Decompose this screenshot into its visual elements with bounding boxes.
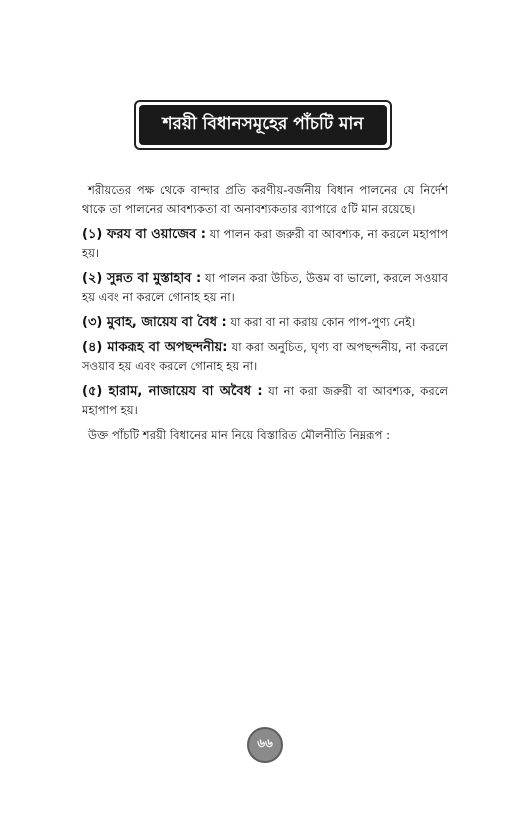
rule-text: যা পালন করা জরুরী বা আবশ্যক, না করলে মহাপাপ হয়। xyxy=(82,227,449,260)
content-body xyxy=(82,181,448,451)
closing-paragraph: উক্ত পাঁচটি শরয়ী বিধানের মান নিয়ে বিস্তারিত মৌলনীতি নিম্নরূপ : xyxy=(88,428,391,442)
rule-label: (৪) মাকরূহ বা অপছন্দনীয়: xyxy=(82,340,228,355)
rule-label: (৫) হারাম, নাজায়েয বা অবৈধ : xyxy=(82,384,263,399)
rule-label: (৩) মুবাহ, জায়েয বা বৈধ : xyxy=(82,315,227,330)
rule-text: যা না করা জরুরী বা আবশ্যক, করলে মহাপাপ হয়। xyxy=(82,384,448,417)
rule-item-3 xyxy=(82,313,448,332)
rule-item-1 xyxy=(82,225,448,263)
rule-item-5 xyxy=(82,382,448,420)
page-number: ৬৬ xyxy=(247,727,283,763)
rule-label: (২) সুন্নত বা মুস্তাহাব : xyxy=(82,271,202,286)
title-frame xyxy=(134,100,392,150)
rule-text: যা করা অনুচিত, ঘৃণ্য বা অপছন্দনীয়, না করলে সওয়াব হয় এবং করলে গোনাহ হয় না। xyxy=(82,340,449,373)
rule-item-2 xyxy=(82,269,448,307)
rule-label: (১) ফরয বা ওয়াজেব : xyxy=(82,227,206,242)
rule-text: যা পালন করা উচিত, উত্তম বা ভালো, করলে সওয়াব হয় এবং না করলে গোনাহ হয় না। xyxy=(82,271,448,304)
intro-paragraph: শরীয়তের পক্ষ থেকে বান্দার প্রতি করণীয়-বর্জনীয় বিধান পালনের যে নির্দেশ থাকে তা পালনের আবশ্যকতা বা অনাবশ্যকতার ব্যাপারে ৫টি মান রয়েছে। xyxy=(82,183,448,216)
rule-item-4 xyxy=(82,338,448,376)
rule-text: যা করা বা না করায় কোন পাপ-পুণ্য নেই। xyxy=(230,315,416,329)
page-title: শরয়ী বিধানসমূহের পাঁচটি মান xyxy=(139,105,387,145)
